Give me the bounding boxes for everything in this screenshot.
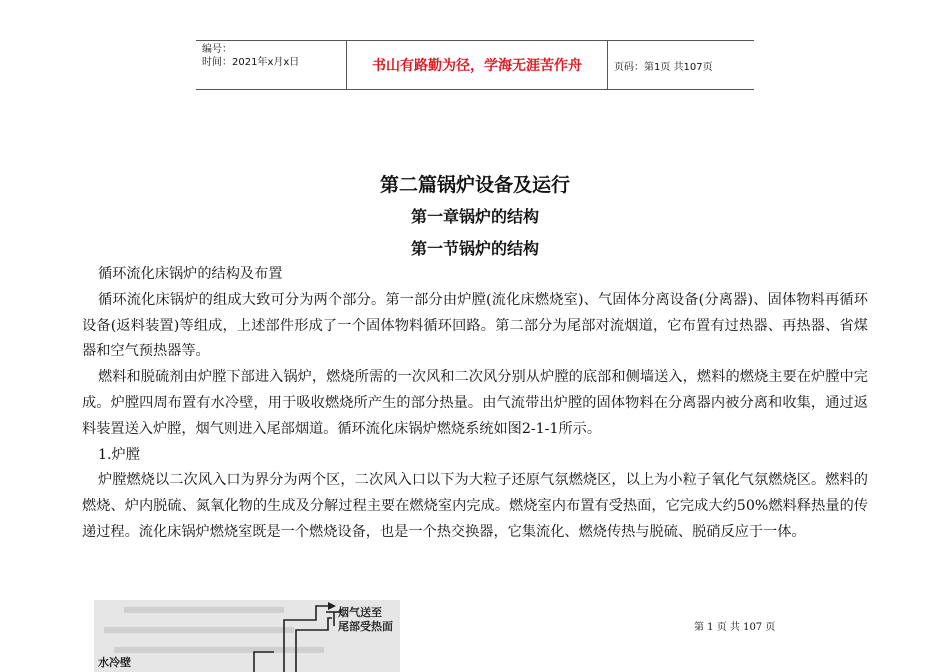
figure-label-top2: 尾部受热面: [338, 620, 393, 633]
paragraph: 燃料和脱硫剂由炉膛下部进入锅炉，燃烧所需的一次风和二次风分别从炉膛的底部和侧墙送入，燃料的燃烧主要在炉膛中完成。炉膛四周布置有水冷壁，用于吸收燃烧所产生的部分热量。由气流带出炉膛的固体物料在分离器内被分离和收集，通过返料装置送入炉膛，烟气则进入尾部烟道。循环流化床锅炉燃烧系统如图2-1-1所示。: [82, 369, 868, 437]
figure-label-left: 水冷壁: [98, 656, 131, 669]
header-number-label: 编号：: [202, 44, 232, 55]
header-time-label: 时间：2021年x月x日: [202, 57, 300, 68]
page-footer: 第 1 页 共 107 页: [694, 622, 776, 633]
paragraph: 炉膛燃烧以二次风入口为界分为两个区，二次风入口以下为大粒子还原气氛燃烧区，以上为小粒子氧化气氛燃烧区。燃料的燃烧、炉内脱硫、氮氧化物的生成及分解过程主要在燃烧室内完成。燃烧室内布置有受热面，它完成大约50%燃料释热量的传递过程。流化床锅炉燃烧室既是一个燃烧设备，也是一个热交换器，它集流化、燃烧传热与脱硫、脱硝反应于一体。: [82, 472, 868, 540]
boiler-figure: [94, 600, 400, 672]
header-motto: 书山有路勤为径，学海无涯苦作舟: [346, 41, 608, 89]
header-meta: [196, 41, 346, 89]
header-page-code: 页码：第1页 共107页: [614, 61, 713, 73]
page-header: [196, 40, 754, 90]
section-title: 第一节锅炉的结构: [410, 239, 539, 258]
figure-label-top1: 烟气送至: [338, 606, 382, 619]
document-body: [82, 262, 868, 546]
paragraph-subheading: 循环流化床锅炉的结构及布置: [98, 266, 283, 282]
chapter-title: 第一章锅炉的结构: [410, 207, 539, 226]
paragraph-subheading: 1.炉膛: [98, 446, 140, 463]
boiler-diagram-svg: [94, 600, 400, 672]
part-title: 第二篇锅炉设备及运行: [379, 174, 570, 196]
paragraph: 循环流化床锅炉的组成大致可分为两个部分。第一部分由炉膛(流化床燃烧室)、气固体分离设备(分离器)、固体物料再循环设备(返料装置)等组成，上述部件形成了一个固体物料循环回路。第二部分为尾部对流烟道，它布置有过热器、再热器、省煤器和空气预热器等。: [82, 291, 868, 360]
